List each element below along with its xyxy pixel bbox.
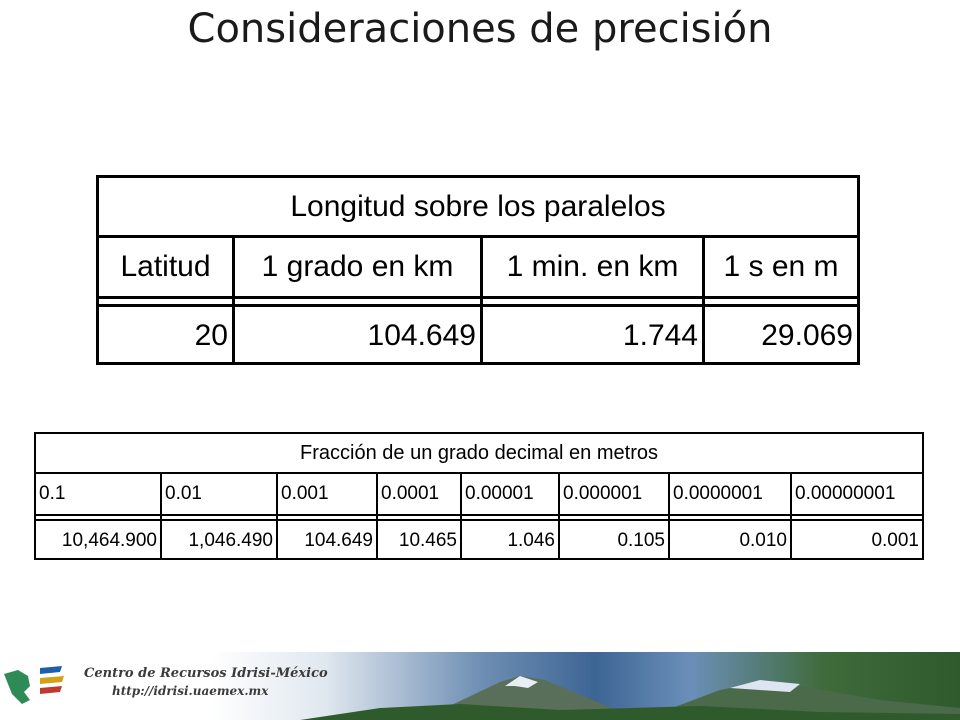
value-cell-latitud: 20 [99,307,235,365]
table-separator [99,299,857,307]
header-cell: 0.001 [278,474,378,514]
longitud-table [96,175,860,365]
cri-logo-icon [0,652,70,710]
footer-banner [0,652,960,720]
value-cell-s-m: 29.069 [761,319,853,352]
header-cell: 0.000001 [560,474,670,514]
header-cell: 0.1 [36,474,162,514]
org-url-link[interactable]: http://idrisi.uaemex.mx [112,684,269,698]
value-cell: 10.465 [378,521,462,560]
fraccion-table-value-row [36,521,922,560]
fraccion-table-caption: Fracción de un grado decimal en metros [36,434,922,474]
fraccion-table [34,432,924,560]
header-cell-min-km: 1 min. en km [483,238,705,296]
value-cell: 0.010 [670,521,792,560]
org-name: Centro de Recursos Idrisi-México [84,666,328,681]
header-cell: 0.0001 [378,474,462,514]
longitud-table-header-row [99,238,857,299]
longitud-table-caption: Longitud sobre los paralelos [99,178,857,238]
header-cell-grado-km: 1 grado en km [235,238,483,296]
header-cell: 0.0000001 [670,474,792,514]
value-cell: 104.649 [278,521,378,560]
value-cell: 0.001 [871,529,919,551]
slide-title: Consideraciones de precisión [187,6,773,52]
header-cell: 0.00001 [462,474,560,514]
fraccion-table-header-row [36,474,922,516]
header-cell: 0.00000001 [795,483,896,504]
value-cell-min-km: 1.744 [483,307,705,365]
header-cell: 0.01 [162,474,278,514]
header-cell-s-m: 1 s en m [723,250,839,283]
value-cell: 0.105 [560,521,670,560]
header-cell-latitud: Latitud [99,238,235,296]
value-cell: 1,046.490 [162,521,278,560]
value-cell: 1.046 [462,521,560,560]
value-cell: 10,464.900 [36,521,162,560]
longitud-table-value-row [99,307,857,365]
value-cell-grado-km: 104.649 [235,307,483,365]
